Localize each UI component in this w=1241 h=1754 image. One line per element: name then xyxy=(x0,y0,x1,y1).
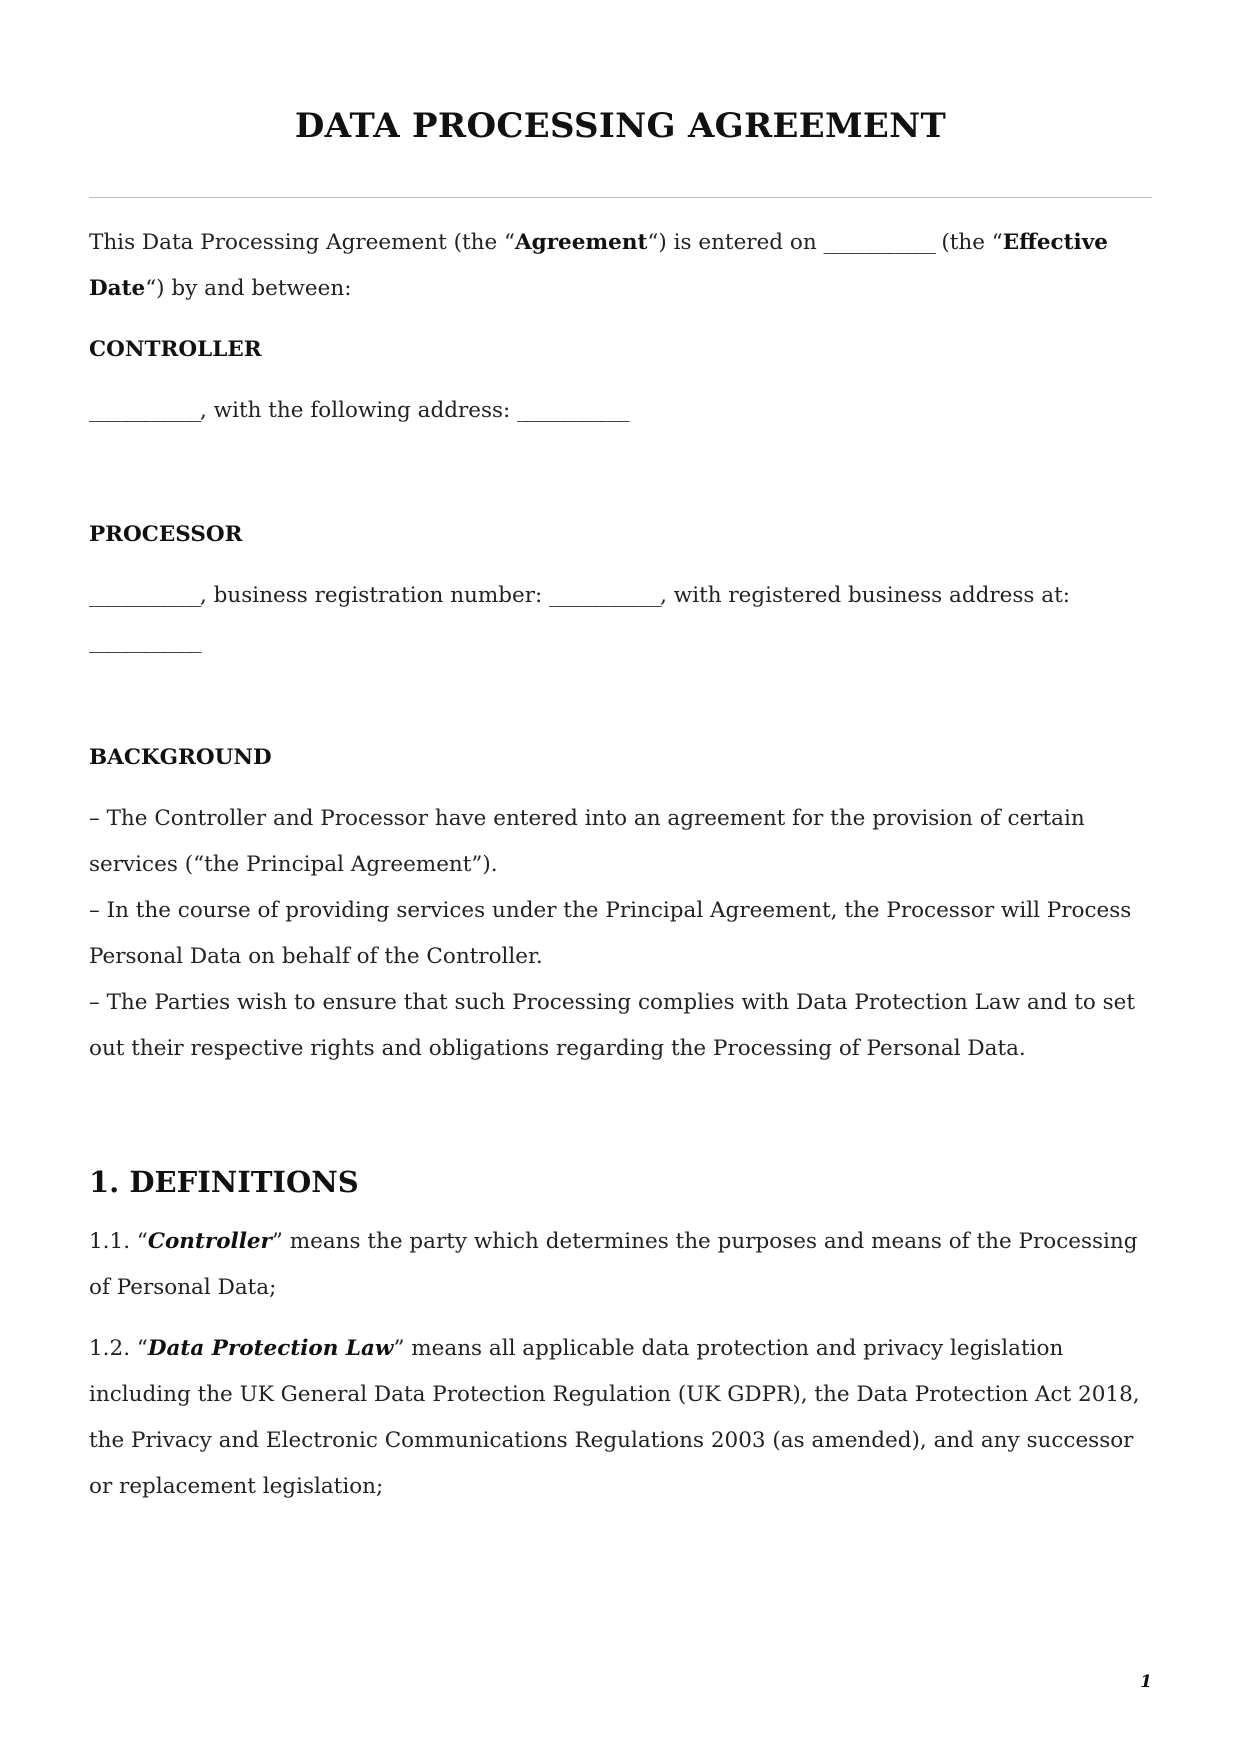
intro-text: “) is entered on xyxy=(647,230,824,255)
controller-name-blank: ____________ xyxy=(89,398,200,423)
definition-text: ” means the party which determines the purposes and means of the Processing of Personal Data; xyxy=(89,1229,1138,1300)
controller-details xyxy=(89,388,1157,434)
effective-date-blank: ____________ xyxy=(823,230,935,255)
date-term: Date xyxy=(89,276,146,301)
intro-paragraph xyxy=(89,220,1157,312)
agreement-term: Agreement xyxy=(515,230,648,255)
definition-item xyxy=(89,1326,1157,1510)
document-title: DATA PROCESSING AGREEMENT xyxy=(294,106,947,146)
definition-number: 1.1. “ xyxy=(89,1229,148,1254)
document-body xyxy=(89,220,1157,1510)
processor-details xyxy=(89,573,1157,665)
intro-text: (the “ xyxy=(934,230,1003,255)
controller-address-label: , with the following address: xyxy=(200,398,518,423)
definitions-heading: 1. DEFINITIONS xyxy=(89,1165,359,1199)
processor-registration-label: , business registration number: xyxy=(200,583,550,608)
definition-item xyxy=(89,1219,1157,1311)
processor-address-blank: ____________ xyxy=(89,629,200,654)
background-heading: BACKGROUND xyxy=(89,745,272,770)
controller-heading: CONTROLLER xyxy=(89,337,262,362)
intro-text: “) by and between: xyxy=(145,276,352,301)
background-item: – In the course of providing services under the Principal Agreement, the Processor will Process Personal Data on behalf of the Controller. xyxy=(89,898,1132,969)
processor-registration-blank: ____________ xyxy=(549,583,661,608)
definition-term: Data Protection Law xyxy=(147,1336,394,1361)
background-item: – The Parties wish to ensure that such Processing complies with Data Protection Law and to set out their respective rights and obligations regarding the Processing of Personal Data. xyxy=(89,990,1136,1061)
title-divider xyxy=(89,197,1152,198)
page-number: 1 xyxy=(1140,1672,1152,1692)
processor-name-blank: ____________ xyxy=(89,583,200,608)
intro-text: This Data Processing Agreement (the “ xyxy=(89,230,515,255)
definition-number: 1.2. “ xyxy=(89,1336,148,1361)
processor-address-label: , with registered business address at: xyxy=(660,583,1070,608)
definition-term: Controller xyxy=(147,1229,272,1254)
definition-text: ” means all applicable data protection and privacy legislation including the UK General Data Protection Regulation (UK GDPR), the Data Protection Act 2018, the Privacy and Electronic Communications Regulations 2003 (as amended), and any successor or replacement legislation; xyxy=(89,1336,1140,1499)
controller-address-blank: ____________ xyxy=(517,398,629,423)
processor-heading: PROCESSOR xyxy=(89,522,243,547)
background-item: – The Controller and Processor have entered into an agreement for the provision of certain services (“the Principal Agreement”). xyxy=(89,806,1085,877)
effective-term: Effective xyxy=(1002,230,1108,255)
